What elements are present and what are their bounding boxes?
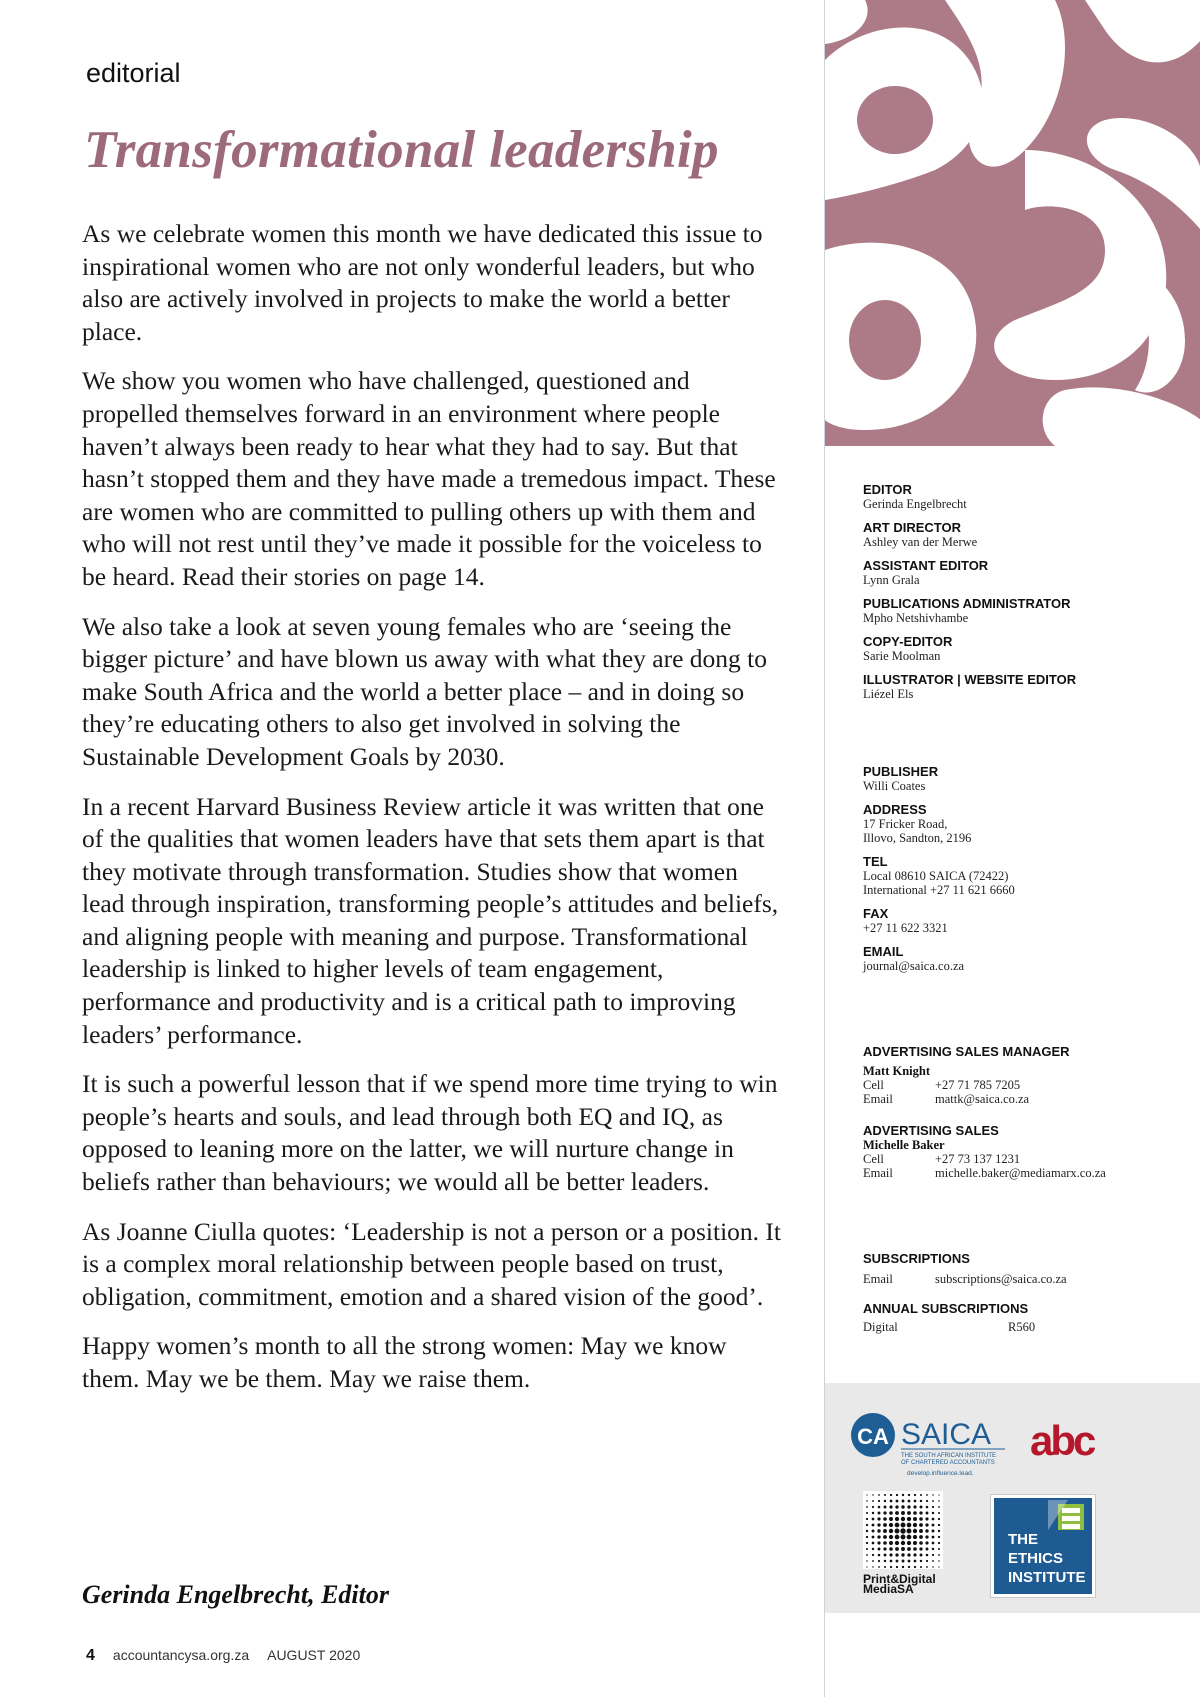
staff-entry [863,634,1193,663]
ad-manager-cell: Cell +27 71 785 7205 [863,1078,1021,1092]
subscriptions-entry [863,1251,1193,1286]
staff-entry [863,520,1193,549]
staff-role: ART DIRECTOR [863,520,961,535]
ethics-institute-name: THE ETHICS INSTITUTE [1008,1531,1086,1586]
masthead-credits [863,482,1193,1343]
address-label: ADDRESS [863,802,927,817]
publisher-role: PUBLISHER [863,764,939,779]
email-entry [863,944,1193,973]
page-title: Transformational leadership [84,121,719,179]
masthead-sidebar [824,0,1200,1697]
ad-sales-cell: Cell +27 73 137 1231 [863,1152,1021,1166]
print-digital-media-logo [863,1491,947,1593]
subscriptions-email-link[interactable]: subscriptions@saica.co.za [935,1272,1067,1286]
staff-entry [863,672,1193,701]
svg-text:Print&Digital: Print&Digital [863,1572,936,1586]
asa-letterform-icon [825,0,1200,446]
email-label: EMAIL [863,944,904,959]
fax-entry [863,906,1193,935]
staff-name: Liézel Els [863,687,914,701]
fax-number: +27 11 622 3321 [863,921,948,935]
partner-logos [825,1383,1200,1613]
paragraph: Happy women’s month to all the strong women: May we know them. May we be them. May we raise them. [82,1331,727,1393]
abc-logo [1028,1417,1120,1463]
ad-sales-email-link[interactable]: michelle.baker@mediamarx.co.za [935,1166,1106,1180]
svg-text:abc: abc [1030,1417,1094,1463]
magazine-logo-graphic [825,0,1200,446]
tel-entry [863,854,1193,897]
svg-text:CA: CA [857,1424,889,1449]
ethics-institute-logo [991,1495,1095,1597]
staff-role: PUBLICATIONS ADMINISTRATOR [863,596,1071,611]
editor-signature: Gerinda Engelbrecht, Editor [82,1580,389,1609]
article-body [82,218,782,1413]
page-number: 4 [86,1647,95,1664]
svg-text:THE SOUTH AFRICAN INSTITUTE: THE SOUTH AFRICAN INSTITUTE [901,1453,997,1459]
paragraph: In a recent Harvard Business Review article it was written that one of the qualities that women leaders have that sets them apart is that they motivate through transformation. Studies show that women lead through inspiration, transforming people’s attitudes and beliefs, and aligning people with meaning and purpose. Transformational leadership is linked to higher levels of team engagement, performance and productivity and is a critical path to improving leaders’ performance. [82,791,779,1049]
tel-international: International +27 11 621 6660 [863,883,1015,897]
annual-subscriptions-role: ANNUAL SUBSCRIPTIONS [863,1301,1029,1316]
ad-sales-role: ADVERTISING SALES [863,1123,999,1138]
staff-role: COPY-EDITOR [863,634,953,649]
footer-site-link[interactable]: accountancysa.org.za [112,1647,250,1663]
abc-icon [1028,1417,1120,1463]
annual-subscriptions-price: Digital R560 [863,1320,1036,1334]
subscriptions-email: Email subscriptions@saica.co.za [863,1272,1067,1286]
svg-text:OF CHARTERED ACCOUNTANTS: OF CHARTERED ACCOUNTANTS [901,1460,995,1466]
svg-text:SAICA: SAICA [901,1418,992,1451]
staff-role: EDITOR [863,482,912,497]
publisher-name: Willi Coates [863,779,926,793]
address-line: Illovo, Sandton, 2196 [863,831,972,845]
paragraph: We show you women who have challenged, questioned and propelled themselves forward in an environment where people haven’t always been ready to hear what they had to say. But that hasn’t stopped them and they have made a tremedous impact. These are women who are committed to pulling others up with them and who will not rest until they’ve made it possible for the voiceless to be heard. Read their stories on page 14. [82,366,776,591]
ad-sales-name: Michelle Baker [863,1138,945,1152]
subscriptions-role: SUBSCRIPTIONS [863,1251,970,1266]
footer-issue: AUGUST 2020 [267,1647,361,1663]
staff-entry [863,482,1193,511]
ad-manager-email: Email mattk@saica.co.za [863,1092,1030,1106]
paragraph: We also take a look at seven young females who are ‘seeing the bigger picture’ and have blown us away with what they are dong to make South Africa and the world a better place – and in doing so they’re educating others to also get involved in solving the Sustainable Development Goals by 2030. [82,611,767,771]
svg-text:MediaSA: MediaSA [863,1582,914,1593]
address-line: 17 Fricker Road, [863,817,948,831]
paragraph: It is such a powerful lesson that if we spend more time trying to win people’s hearts and souls, and lead through both EQ and IQ, as opposed to leaning more on the latter, we will nurture change in beliefs rather than behaviours; we would all be better leaders. [82,1069,778,1197]
tel-local: Local 08610 SAICA (72422) [863,869,1009,883]
staff-name: Lynn Grala [863,573,920,587]
ad-sales-email: Email michelle.baker@mediamarx.co.za [863,1166,1106,1180]
address-entry [863,802,1193,845]
staff-name: Gerinda Engelbrecht [863,497,967,511]
paragraph: As Joanne Ciulla quotes: ‘Leadership is not a person or a position. It is a complex moral relationship between people based on trust, obligation, commitment, emotion and a shared vision of the good’. [82,1216,781,1311]
staff-entry [863,558,1193,587]
tel-label: TEL [863,854,888,869]
ad-manager-entry [863,1044,1193,1106]
ad-manager-role: ADVERTISING SALES MANAGER [863,1044,1070,1059]
staff-entry [863,596,1193,625]
saica-logo [849,1409,1009,1477]
publisher-entry [863,764,1193,793]
staff-role: ASSISTANT EDITOR [863,558,989,573]
fax-label: FAX [863,906,889,921]
staff-role: ILLUSTRATOR | WEBSITE EDITOR [863,672,1077,687]
staff-name: Ashley van der Merwe [863,535,978,549]
page-footer [86,1647,360,1665]
staff-name: Mpho Netshivhambe [863,611,969,625]
svg-text:develop.influence.lead.: develop.influence.lead. [907,1470,974,1477]
saica-ca-icon [849,1409,1009,1477]
section-label: editorial [86,58,181,88]
staff-name: Sarie Moolman [863,649,941,663]
halftone-grid-icon [863,1491,947,1593]
ad-sales-entry [863,1123,1193,1180]
annual-subscriptions-entry [863,1301,1193,1334]
email-address-link[interactable]: journal@saica.co.za [863,959,965,973]
ad-manager-email-link[interactable]: mattk@saica.co.za [935,1092,1030,1106]
ad-manager-name: Matt Knight [863,1064,931,1078]
paragraph: As we celebrate women this month we have dedicated this issue to inspirational women who are not only wonderful leaders, but who also are actively involved in projects to make the world a better place. [82,219,763,346]
